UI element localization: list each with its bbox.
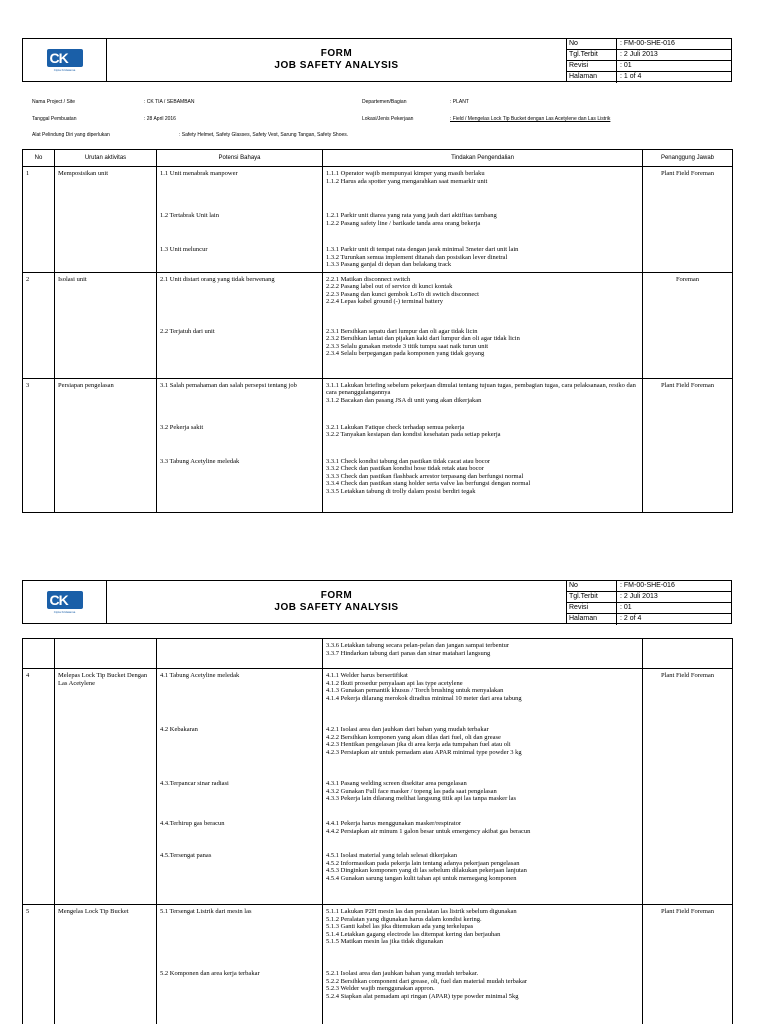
row-hazards (157, 669, 323, 905)
meta-key: Tgl.Terbit (567, 592, 617, 602)
title-line1: FORM (320, 48, 353, 59)
control-item: 1.2.1 Parkir unit diarea yang rata yang jauh dari aktifitas tambang (326, 212, 497, 219)
meta-key: Revisi (567, 603, 617, 613)
row-activity: Mengelas Lock Tip Bucket (55, 905, 157, 1024)
control-item: 5.1.4 Letakkan gagang electrode las ditempat kering dan berjauhan (326, 930, 501, 938)
meta-value: : 1 of 4 (620, 73, 642, 80)
control-item: 5.2.4 Siapkan alat pemadam api ringan (APAR) type powder minimal 5kg (326, 992, 519, 1000)
meta-value: : 2 of 4 (620, 615, 642, 622)
control-item: 4.2.3 Hentikan pengelasan jika di area kerja ada tumpahan fuel atau oli (326, 741, 511, 748)
doc-meta (567, 39, 731, 81)
company-logo (23, 581, 107, 623)
meta-key: Halaman (567, 72, 617, 83)
date-value: : 28 April 2016 (144, 116, 176, 122)
control-item: 4.5.4 Gunakan sarung tangan kulit tahan api untuk memegang komponen (326, 874, 517, 882)
title-line2: JOB SAFETY ANALYSIS (274, 60, 399, 71)
hazard-item: 5.2 Komponen dan area kerja terbakar (160, 970, 260, 977)
control-item: 1.3.2 Turunkan semua implement ditanah dan posisikan lever dinetral (326, 253, 508, 261)
form-title (107, 581, 567, 623)
col-header-hazard: Potensi Bahaya (157, 150, 323, 167)
control-item: 3.3.1 Check kondisi tabung dan pastikan tidak cacat atau bocor (326, 457, 491, 465)
control-item: 1.3.3 Pasang ganjal di depan dan belakang track (326, 261, 452, 268)
location-value: : Field / Mengelas Lock Tip Bucket dengan Las Acetylene dan Las Listrik (450, 116, 611, 122)
row-controls (323, 167, 643, 273)
hazard-item: 2.1 Unit distart orang yang tidak berwenang (160, 275, 275, 283)
control-item: 4.2.2 Bersihkan komponen yang akan dilas dari fuel, oli dan grease (326, 733, 501, 741)
meta-key: No (567, 39, 617, 49)
row-no: 2 (23, 272, 55, 378)
control-item: 2.2.1 Matikan disconnect switch (326, 275, 411, 283)
row-activity: Persiapan pengelasan (55, 378, 157, 512)
meta-key: Tgl.Terbit (567, 50, 617, 60)
ck-logo-icon: CK (47, 591, 83, 609)
hazard-item: 4.2 Kebakaran (160, 726, 198, 733)
row-no: 5 (23, 905, 55, 1024)
col-header-no: No (23, 150, 55, 167)
project-value: : CK TIA / SEBAMBAN (144, 99, 195, 105)
control-item: 4.5.1 Isolasi material yang telah selesai dikerjakan (326, 852, 458, 859)
control-item: 4.3.2 Gunakan Full face masker / topeng las pada saat pengelasan (326, 787, 497, 795)
dept-label: Departemen/Bagian (362, 99, 407, 105)
meta-value: : 01 (620, 62, 632, 69)
title-line1: FORM (320, 590, 353, 601)
control-item: 3.2.1 Lakukan Fatique check terhadap semua pekerja (326, 423, 465, 431)
control-item: 4.3.1 Pasang welding screen disekitar area pengelasan (326, 780, 467, 787)
control-item: 5.1.3 Ganti kabel las jika ditemukan ada yang terkelupas (326, 923, 474, 930)
hazard-item: 1.2 Tertabrak Unit lain (160, 212, 219, 219)
col-header-activity: Urutan aktivitas (55, 150, 157, 167)
control-item: 5.1.1 Lakukan P2H mesin las dan peralatan las listrik sebelum digunakan (326, 908, 517, 915)
control-item: 5.2.3 Welder wajib menggunakan appron. (326, 985, 435, 992)
control-item: 3.3.2 Check dan pastikan kondisi hose tidak retak atau bocor (326, 465, 484, 472)
control-item: 5.2.1 Isolasi area dan jauhkan bahan yang mudah terbakar. (326, 970, 479, 977)
company-logo (23, 39, 107, 81)
hazard-item: 4.5.Tersengat panas (160, 852, 212, 859)
control-item: 4.1.1 Welder harus bersertifikat (326, 672, 408, 679)
table-row (23, 639, 733, 669)
control-item: 3.3.4 Check dan pastikan stang holder serta valve las berfungsi dengan normal (326, 480, 531, 487)
row-no: 3 (23, 378, 55, 512)
hazard-item: 2.2 Terjatuh dari unit (160, 327, 215, 335)
form-header-page1 (22, 38, 732, 82)
control-item: 4.2.1 Isolasi area dan jauhkan dari bahan yang mudah terbakar (326, 726, 489, 733)
control-item: 2.2.3 Pasang dan kunci gembok LoTo di switch disconnect (326, 290, 479, 298)
control-item: 4.1.4 Pekerja dilarang merokok diradius minimal 10 meter dari area tabung (326, 694, 522, 702)
ppe-label: Alat Pelindung Diri yang diperlukan (32, 132, 110, 138)
row-controls (323, 272, 643, 378)
row-controls (323, 905, 643, 1024)
row-no: 1 (23, 167, 55, 273)
control-item: 1.2.2 Pasang safety line / barikade tanda area orang bekerja (326, 219, 481, 227)
row-pj: Foreman (643, 272, 733, 378)
hazard-item: 5.1 Tersengat Listrik dari mesin las (160, 908, 252, 915)
control-item: 1.1.1 Operator wajib mempunyai kimper yang masih berlaku (326, 170, 485, 177)
row-no: 4 (23, 669, 55, 905)
hazard-item: 1.3 Unit meluncur (160, 246, 208, 253)
control-item: 4.3.3 Pekerja lain dilarang melihat langsung titik api las tanpa masker las (326, 795, 517, 802)
control-item: 3.3.6 Letakkan tabung secara pelan-pelan dan jangan sampai terbentur (326, 642, 510, 649)
control-item: 4.5.3 Dinginkan komponen yang di las sebelum dilakukan pekerjaan lanjutan (326, 867, 527, 874)
control-item: 3.3.3 Check dan pastikan flashback arrestor terpasang dan berfungsi normal (326, 472, 524, 480)
location-label: Lokasi/Jenis Pekerjaan (362, 116, 414, 122)
col-header-pj: Penanggung Jawab (643, 150, 733, 167)
control-item: 3.3.5 Letakkan tabung di trolly dalam posisi berdiri tegak (326, 487, 476, 495)
row-controls (323, 639, 643, 669)
control-item: 2.3.2 Bersihkan lantai dan pijakan kaki dari lumpur dan oli agar tidak licin (326, 335, 520, 342)
meta-value: : FM-00-SHE-016 (620, 582, 675, 589)
control-item: 3.2.2 Tanyakan kesiapan dan kondisi kesehatan pada setiap pekerja (326, 431, 501, 438)
control-item: 5.2.2 Bersihkan component dari grease, oli, fuel dan material mudah terbakar (326, 977, 528, 985)
logo-subtext: Cipta Kridatama (53, 609, 76, 614)
row-hazards (157, 905, 323, 1024)
table-header-row (23, 150, 733, 167)
control-item: 5.1.5 Matikan mesin las jika tidak digunakan (326, 938, 443, 945)
control-item: 4.5.2 Informasikan pada pekerja lain tentang adanya pekerjaan pengelasan (326, 859, 520, 867)
hazard-item: 3.3 Tabung Acetyline meledak (160, 457, 240, 465)
meta-key: Revisi (567, 61, 617, 71)
control-item: 2.2.2 Pasang label out of service di kunci kontak (326, 283, 453, 290)
hazard-item: 3.1 Salah pemahaman dan salah persepsi tentang job (160, 381, 297, 389)
row-activity: Isolasi unit (55, 272, 157, 378)
project-label: Nama Project / Site (32, 99, 76, 105)
row-pj: Plant Field Foreman (643, 669, 733, 905)
table-row (23, 669, 733, 905)
logo-subtext: Cipta Kridatama (53, 67, 76, 72)
control-item: 3.1.1 Lakukan briefing sebelum pekerjaan dimulai tentang tujuan tugas, pembagian tugas, cara pelaksanaan, resiko dan cara penanggulangannya (326, 381, 636, 396)
row-hazards (157, 167, 323, 273)
date-label: Tanggal Pembuatan (32, 116, 77, 122)
ck-logo-icon: CK (47, 49, 83, 67)
control-item: 2.3.3 Selalu gunakan metode 3 titik tumpu saat naik turun unit (326, 342, 489, 350)
row-controls (323, 378, 643, 512)
control-item: 1.3.1 Parkir unit di tempat rata dengan jarak minimal 3meter dari unit lain (326, 246, 519, 253)
row-pj: Plant Field Foreman (643, 905, 733, 1024)
control-item: 4.1.3 Gunakan pemantik khusus / Torch brushing untuk menyalakan (326, 687, 504, 694)
hazard-item: 3.2 Pekerja sakit (160, 423, 204, 431)
control-item: 4.2.3 Persiapkan air untuk pemadam atau APAR minimal type powder 3 kg (326, 748, 522, 756)
table-row (23, 167, 733, 273)
control-item: 2.2.4 Lepas kabel ground (-) terminal battery (326, 298, 443, 305)
row-pj: Plant Field Foreman (643, 378, 733, 512)
meta-key: No (567, 581, 617, 591)
meta-key: Halaman (567, 614, 617, 625)
row-hazards (157, 378, 323, 512)
ppe-value: : Safety Helmet, Safety Glasses, Safety Vest, Sarung Tangan, Safety Shoes. (179, 132, 349, 138)
doc-meta (567, 581, 731, 623)
control-item: 1.1.2 Harus ada spotter yang mengarahkan saat memarkir unit (326, 177, 488, 185)
table-row (23, 272, 733, 378)
info-line-3 (32, 132, 732, 140)
control-item: 2.3.4 Selalu berpegangan pada komponen yang tidak goyang (326, 350, 485, 357)
table-row (23, 378, 733, 512)
control-item: 4.4.2 Persiapkan air minum 1 galon besar untuk emergency akibat gas beracun (326, 827, 531, 835)
meta-value: : 01 (620, 604, 632, 611)
row-controls (323, 669, 643, 905)
row-activity: Memposisikan unit (55, 167, 157, 273)
control-item: 3.1.2 Bacakan dan pasang JSA di unit yang akan dikerjakan (326, 396, 482, 404)
control-item: 4.1.2 Ikuti prosedur penyalaan api las type acetylene (326, 679, 463, 687)
row-activity: Melepas Lock Tip Bucket Dengan Las Acetylene (55, 669, 157, 905)
control-item: 2.3.1 Bersihkan sepatu dari lumpur dan oli agar tidak licin (326, 327, 478, 335)
jsa-table-page1 (22, 149, 733, 513)
jsa-table-page2 (22, 638, 733, 1024)
hazard-item: 4.4.Terhirup gas beracun (160, 820, 225, 827)
dept-value: : PLANT (450, 99, 469, 105)
table-row (23, 905, 733, 1024)
hazard-item: 1.1 Unit menabrak manpower (160, 170, 238, 177)
hazard-item: 4.1 Tabung Acetyline meledak (160, 672, 240, 679)
meta-value: : FM-00-SHE-016 (620, 40, 675, 47)
control-item: 3.3.7 Hindarkan tabung dari panas dan sinar matahari langsung (326, 649, 491, 657)
meta-value: : 2 Juli 2013 (620, 593, 658, 600)
row-hazards (157, 272, 323, 378)
row-pj: Plant Field Foreman (643, 167, 733, 273)
meta-value: : 2 Juli 2013 (620, 51, 658, 58)
col-header-control: Tindakan Pengendalian (323, 150, 643, 167)
control-item: 4.4.1 Pekerja harus menggunakan masker/respirator (326, 820, 462, 827)
control-item: 5.1.2 Peralatan yang digunakan harus dalam kondisi kering. (326, 915, 482, 923)
hazard-item: 4.3.Terpancar sinar radiasi (160, 780, 229, 787)
title-line2: JOB SAFETY ANALYSIS (274, 602, 399, 613)
info-line-2 (32, 116, 732, 124)
form-header-page2 (22, 580, 732, 624)
info-line-1 (32, 99, 732, 107)
form-title (107, 39, 567, 81)
